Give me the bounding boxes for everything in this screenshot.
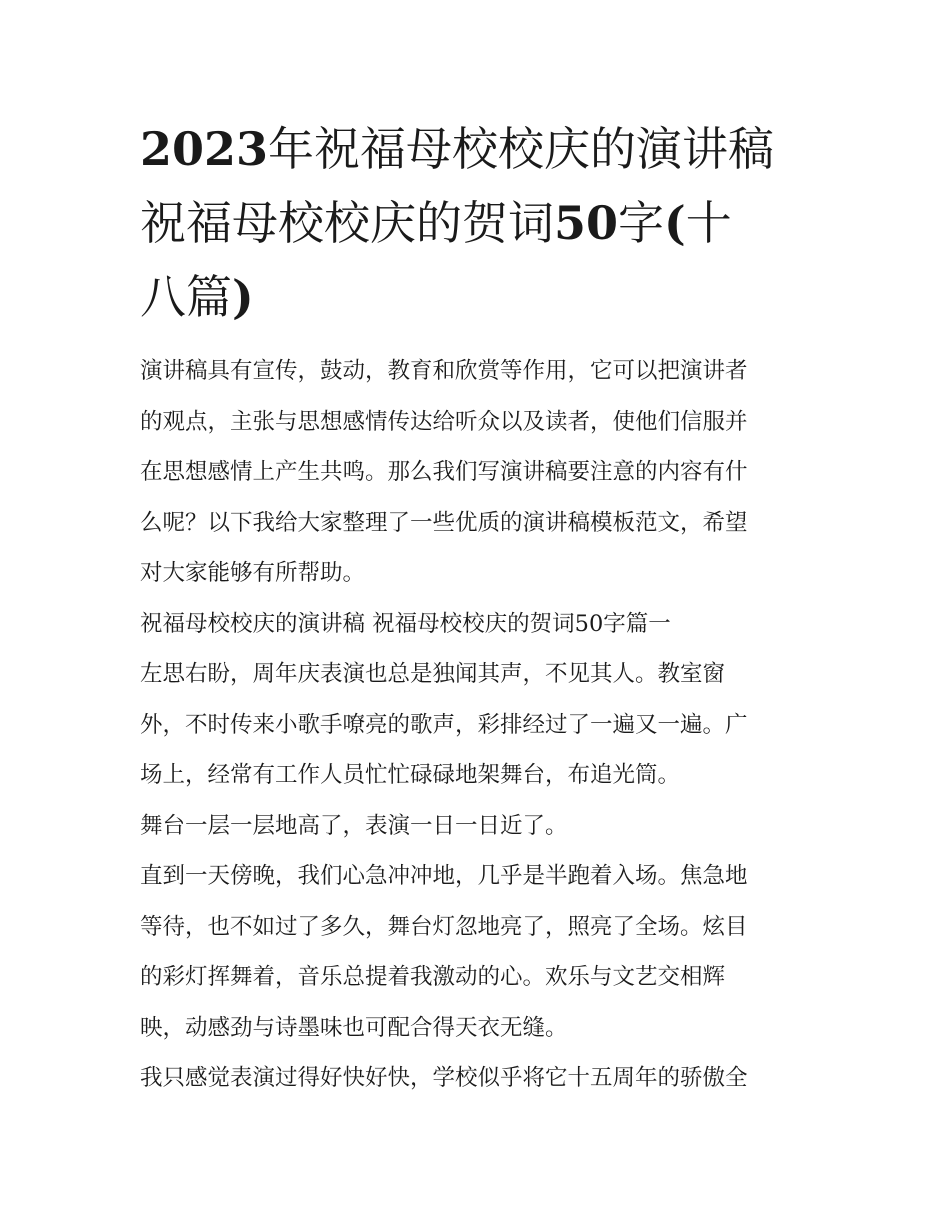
title-line-2-part-a: 祝福母校校庆的贺词 bbox=[140, 196, 554, 250]
paragraph-intro bbox=[140, 346, 815, 599]
text-line: 等待，也不如过了多久，舞台灯忽地亮了，照亮了全场。炫目 bbox=[140, 913, 748, 940]
text-line: 直到一天傍晚，我们心急冲冲地，几乎是半跑着入场。焦急地 bbox=[140, 863, 748, 889]
text-line: 左思右盼，周年庆表演也总是独闻其声，不见其人。教室窗 bbox=[140, 661, 726, 687]
title-line: 八篇) bbox=[140, 270, 254, 324]
document-title bbox=[140, 112, 815, 334]
paragraph bbox=[140, 851, 815, 1053]
paragraph bbox=[140, 801, 815, 852]
title-line-1-rest: 年祝福母校校庆的演讲稿 bbox=[268, 122, 775, 176]
paragraph bbox=[140, 1053, 815, 1104]
paragraph bbox=[140, 649, 815, 801]
text-line: 在思想感情上产生共鸣。那么我们写演讲稿要注意的内容有什 bbox=[140, 459, 748, 485]
title-line: 2023年祝福母校校庆的演讲稿 bbox=[140, 122, 775, 176]
text-line: 演讲稿具有宣传，鼓动，教育和欣赏等作用，它可以把演讲者 bbox=[140, 358, 748, 384]
text-line: 祝福母校校庆的演讲稿 祝福母校校庆的贺词50字篇一 bbox=[140, 610, 671, 637]
text-line: 对大家能够有所帮助。 bbox=[140, 560, 366, 586]
text-line: 我只感觉表演过得好快好快，学校似乎将它十五周年的骄傲全 bbox=[140, 1065, 748, 1091]
text-line: 场上，经常有工作人员忙忙碌碌地架舞台，布追光筒。 bbox=[140, 762, 681, 788]
document-body bbox=[140, 346, 815, 1104]
title-line: 祝福母校校庆的贺词50字(十 bbox=[140, 196, 732, 250]
text-line: 舞台一层一层地高了，表演一日一日近了。 bbox=[140, 812, 568, 839]
text-line: 映，动感劲与诗墨味也可配合得天衣无缝。 bbox=[140, 1014, 568, 1041]
title-line-3-part-a: 八篇 bbox=[140, 270, 232, 324]
title-line-2-part-b: 字 bbox=[618, 196, 665, 250]
text-line: 外，不时传来小歌手嘹亮的歌声，彩排经过了一遍又一遍。广 bbox=[140, 711, 748, 738]
document-page bbox=[140, 112, 815, 1104]
text-line: 的观点，主张与思想感情传达给听众以及读者，使他们信服并 bbox=[140, 408, 748, 435]
title-line-2-part-c: 十 bbox=[685, 196, 732, 250]
text-line: 的彩灯挥舞着，音乐总提着我激动的心。欢乐与文艺交相辉 bbox=[140, 964, 726, 990]
text-line: 么呢？以下我给大家整理了一些优质的演讲稿模板范文，希望 bbox=[140, 509, 748, 536]
section-heading bbox=[140, 599, 815, 650]
